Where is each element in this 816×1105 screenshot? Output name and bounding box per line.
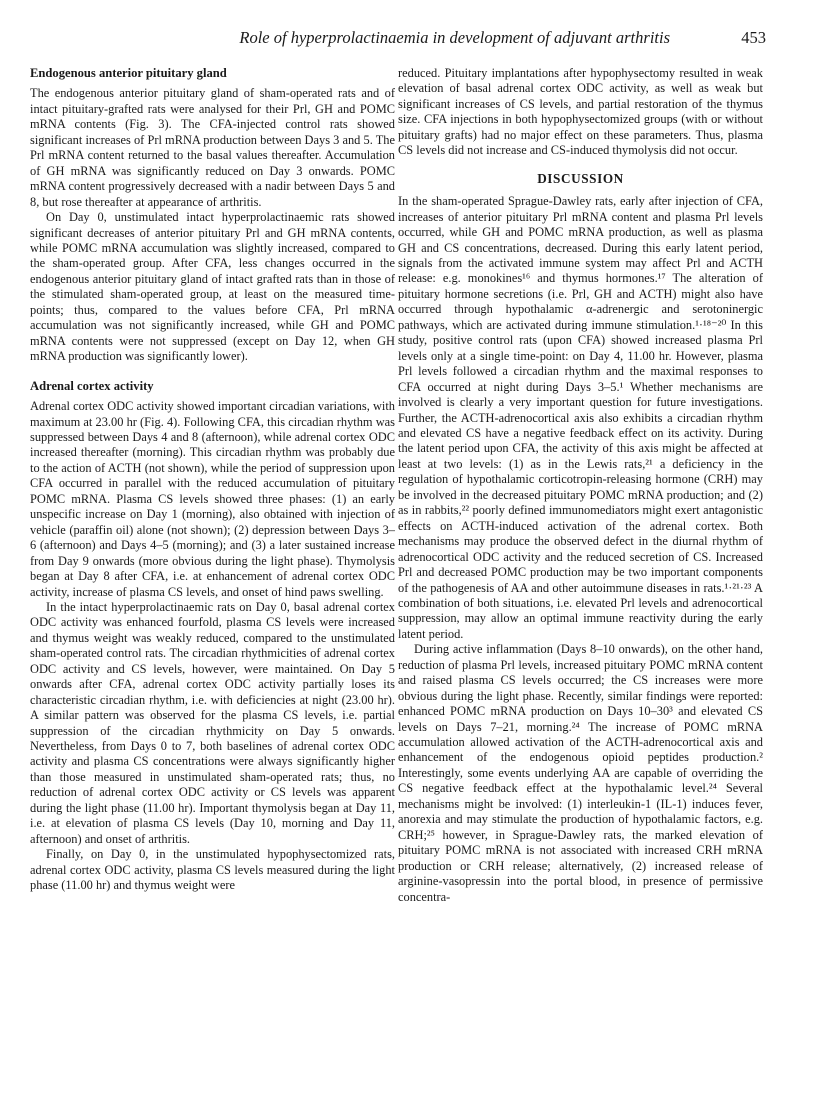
discussion-heading: DISCUSSION	[537, 170, 624, 186]
paragraph: reduced. Pituitary implantations after hypophysectomy resulted in weak elevation of basal adrenal cortex ODC activity, as well as weak but significant increases of CS levels, and partial restoration of the thymus size. CFA injections in both hypophysectomized groups (with or without pituitary grafts) had no major effect on these parameters. Thus, plasma CS levels did not increase and CS-induced thymolysis did not occur.	[398, 66, 763, 158]
section-heading-endogenous-pituitary: Endogenous anterior pituitary gland	[30, 66, 227, 80]
paragraph: Finally, on Day 0, in the unstimulated hypophysectomized rats, adrenal cortex ODC activity, plasma CS levels measured during the light phase (11.00 hr) and thymus weight were	[30, 847, 395, 893]
paragraph: The endogenous anterior pituitary gland of sham-operated rats and of intact pituitary-grafted rats were analysed for their Prl, GH and POMC mRNA contents (Fig. 3). The CFA-injected control rats showed significant increases of Prl mRNA production between Days 3 and 5. The Prl mRNA content returned to the basal values thereafter. Accumulation of GH mRNA was significantly reduced on Day 3 onwards. POMC mRNA content progressively decreased with a nadir between Days 5 and 8, but rose thereafter at appearance of arthritis.	[30, 86, 395, 209]
paragraph: During active inflammation (Days 8–10 onwards), on the other hand, reduction of plasma Prl levels, increased pituitary POMC mRNA content and raised plasma CS levels occurred; the CS increases were more obvious during the light phase. Recently, similar findings were reported: enhanced POMC mRNA production on Days 10–30³ and elevated CS levels on Days 7–21, morning.²⁴ The increase of POMC mRNA accumulation allowed activation of the ACTH-adrenocortical axis and enhancement of the endogenous opioid peptides production.² Interestingly, some events underlying AA are capable of overriding the CS negative feedback effect at the hypothalamic level.²⁴ Several mechanisms might be involved: (1) interleukin-1 (IL-1) induces fever, anorexia and may stimulate the production of hypothalamic factors, e.g. CRH;²⁵ however, in Sprague-Dawley rats, the marked elevation of pituitary POMC mRNA is not associated with increased CRH mRNA production or CRH release; alternatively, (2) increased release of arginine-vasopressin into the portal blood, in presence of permissive concentra-	[398, 642, 763, 904]
left-column	[30, 66, 395, 894]
paragraph: On Day 0, unstimulated intact hyperprolactinaemic rats showed significant decreases of anterior pituitary Prl and GH mRNA contents, while POMC mRNA accumulation was slightly increased, compared to the sham-operated group. After CFA, less changes occurred in the endogenous anterior pituitary gland of intact grafted rats than in those of the stimulated sham-operated group, at least on the measured time-points; thus, compared to the values before CFA, Prl mRNA accumulation was not significantly increased, while GH and POMC mRNA contents were not suppressed (except on Day 12, when GH mRNA production was significantly lower).	[30, 210, 395, 364]
page-number: 453	[741, 28, 766, 47]
paragraph: In the intact hyperprolactinaemic rats on Day 0, basal adrenal cortex ODC activity was enhanced fourfold, plasma CS levels were increased and thymus weight was weakly reduced, compared to the unstimulated sham-operated control rats. The circadian rhythmicities of adrenal cortex ODC activity and CS levels, however, were maintained. On Day 5 onwards after CFA, adrenal cortex ODC activity partially loses its characteristic circadian rhythm, i.e. with deficiencies at night (23.00 hr). A similar pattern was observed for the plasma CS levels, i.e. partial suppression of the circadian rhythmicity on Day 5 onwards. Nevertheless, from Days 0 to 7, both baselines of adrenal cortex ODC activity and plasma CS concentrations were always significantly higher than those measured in unstimulated sham-operated rats; thus, no reduction of adrenal cortex ODC activity or CS levels was apparent during the light phase (11.00 hr). Important thymolysis began at Day 11, i.e. at elevation of plasma CS levels (Day 10, morning and Day 11, afternoon) and onset of arthritis.	[30, 599, 395, 846]
running-title: Role of hyperprolactinaemia in development of adjuvant arthritis	[239, 28, 670, 47]
paragraph: Adrenal cortex ODC activity showed important circadian variations, with maximum at 23.00 hr (Fig. 4). Following CFA, this circadian rhythm was suppressed between Days 4 and 8 (afternoon), while adrenal cortex ODC increased thereafter (morning). This circadian rhythm was probably due to the action of ACTH (not shown), while the period of suppression upon CFA occurred in parallel with the reduced accumulation of pituitary POMC mRNA. Plasma CS levels showed three phases: (1) an early unspecific increase on Day 1 (morning), also obtained with injection of vehicle (paraffin oil) alone (not shown); (2) depression between Days 3–6 (afternoon) and Days 4–5 (morning); and (3) a later sustained increase from Day 9 onwards (more obvious during the light phase). Thymolysis began at Day 8 after CFA, i.e. at enhancement of adrenal cortex ODC activity, increase of plasma CS levels, and onset of hind paws swelling.	[30, 399, 395, 599]
paragraph: In the sham-operated Sprague-Dawley rats, early after injection of CFA, increases of anterior pituitary Prl mRNA content and plasma Prl levels occurred, while GH and POMC mRNA production, as well as plasma GH and CS concentrations, decreased. During this early latent period, signals from the activated immune system may affect Prl and ACTH release: e.g. monokines¹⁶ and thymus hormones.¹⁷ The alteration of pituitary hormone secretions (i.e. Prl, GH and ACTH) might also have occurred through hypothalamic α-adrenergic and serotoninergic pathways, which are activated during immune stimulation.¹·¹⁸⁻²⁰ In this study, positive control rats (upon CFA) showed increased plasma Prl levels only at a single time-point: on Day 4, 11.00 hr. However, plasma Prl levels followed a circadian rhythm and the maximal responses to CFA occurred at night during Days 3–5.¹ Whether mechanisms are involved is clearly a very important question for future investigations. Further, the ACTH-adrenocortical axis also exhibits a circadian rhythm and elevated CS have a negative feedback effect on its activity. During the latent period upon CFA, the activity of this axis might be affected at least at two levels: (1) as in the Lewis rats,²¹ a deficiency in the regulation of hypothalamic corticotropin-releasing hormone (CRH) may be involved in the decreased pituitary POMC mRNA production; and (2) as in rabbits,²² poorly defined immunomediators might exert antagonistic effects on ACTH-induced activation of the adrenal cortex. Both mechanisms may produce the observed defect in the diurnal rhythm of adrenocortical ODC activity and the reduced secretion of CS. Increased Prl and decreased POMC production may be two important components of the pathogenesis of AA and other autoimmune diseases in rats.¹·²¹·²³ A combination of both situations, i.e. elevated Prl levels and adrenocortical suppression, may allow an optimal immune reactivity during the early latent period.	[398, 194, 763, 641]
right-column	[398, 66, 763, 905]
section-heading-adrenal-cortex: Adrenal cortex activity	[30, 378, 154, 393]
